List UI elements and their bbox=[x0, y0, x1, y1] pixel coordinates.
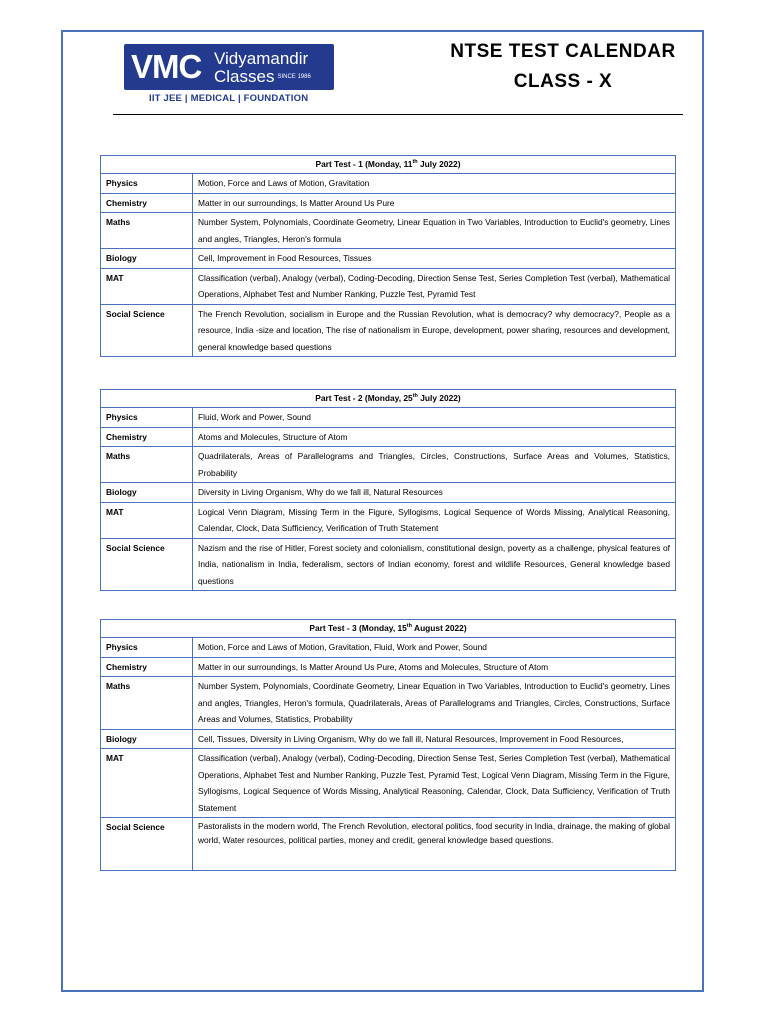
table-row bbox=[101, 483, 676, 503]
part-test-2-table bbox=[100, 389, 676, 591]
title-prefix: Part Test - 3 (Monday, 15 bbox=[309, 623, 407, 633]
page-subtitle: CLASS - X bbox=[513, 71, 613, 92]
topics-cell: Motion, Force and Laws of Motion, Gravitation, Fluid, Work and Power, Sound bbox=[193, 638, 676, 658]
topics-cell: Number System, Polynomials, Coordinate Geometry, Linear Equation in Two Variables, Introduction to Euclid's geometry, Lines and angles, Triangles, Heron's formula, Quadrilaterals, Areas of Parallelograms and Triangles, Circles, Constructions, Surface Areas and Volumes, Statistics, Probability bbox=[193, 677, 676, 730]
topics-cell: The French Revolution, socialism in Europe and the Russian Revolution, what is democracy? why democracy?, People as a resource, India -size and location, The rise of nationalism in Europe, development, power sharing, resources and development, general knowledge based questions bbox=[193, 304, 676, 357]
part-test-3-table bbox=[100, 619, 676, 871]
logo-since: SINCE 1986 bbox=[277, 74, 311, 81]
subject-cell: Maths bbox=[101, 677, 193, 730]
title-suffix: August 2022) bbox=[412, 623, 467, 633]
page-title: NTSE TEST CALENDAR bbox=[450, 41, 676, 62]
table-row bbox=[101, 193, 676, 213]
table-row bbox=[101, 174, 676, 194]
title-prefix: Part Test - 1 (Monday, 11 bbox=[315, 159, 413, 169]
table-row bbox=[101, 427, 676, 447]
title-prefix: Part Test - 2 (Monday, 25 bbox=[315, 393, 413, 403]
title-suffix: July 2022) bbox=[417, 159, 461, 169]
table-row bbox=[101, 304, 676, 357]
logo-badge bbox=[124, 44, 334, 90]
topics-cell: Logical Venn Diagram, Missing Term in the Figure, Syllogisms, Logical Sequence of Words Missing, Analytical Reasoning, Calendar, Clock, Data Sufficiency, Verification of Truth Statement bbox=[193, 502, 676, 538]
topics-cell: Matter in our surroundings, Is Matter Around Us Pure bbox=[193, 193, 676, 213]
topics-cell: Atoms and Molecules, Structure of Atom bbox=[193, 427, 676, 447]
subject-cell: Social Science bbox=[101, 304, 193, 357]
logo-name-line2-text: Classes bbox=[214, 67, 275, 86]
title-ordinal: th bbox=[412, 393, 418, 400]
table-row bbox=[101, 657, 676, 677]
table-row bbox=[101, 447, 676, 483]
subject-cell: Physics bbox=[101, 638, 193, 658]
topics-cell: Nazism and the rise of Hitler, Forest society and colonialism, constitutional design, poverty as a challenge, physical features of India, nationalism in India, federalism, sectors of Indian economy, forest and wildlife Resources, General knowledge based questions bbox=[193, 538, 676, 591]
subject-cell: Chemistry bbox=[101, 657, 193, 677]
table-row bbox=[101, 749, 676, 818]
table-row bbox=[101, 677, 676, 730]
subject-cell: Social Science bbox=[101, 538, 193, 591]
logo-tagline: IIT JEE | MEDICAL | FOUNDATION bbox=[149, 93, 309, 104]
subject-cell: Biology bbox=[101, 249, 193, 269]
table-row bbox=[101, 249, 676, 269]
subject-cell: Maths bbox=[101, 447, 193, 483]
vmc-logo bbox=[120, 36, 339, 110]
topics-cell: Number System, Polynomials, Coordinate Geometry, Linear Equation in Two Variables, Introduction to Euclid's geometry, Lines and angles, Triangles, Heron's formula bbox=[193, 213, 676, 249]
topics-cell: Classification (verbal), Analogy (verbal), Coding-Decoding, Direction Sense Test, Series Completion Test (verbal), Mathematical Operations, Alphabet Test and Number Ranking, Puzzle Test, Pyramid Test bbox=[193, 268, 676, 304]
table-row bbox=[101, 268, 676, 304]
subject-cell: MAT bbox=[101, 502, 193, 538]
part-test-title bbox=[101, 390, 676, 408]
topics-cell: Fluid, Work and Power, Sound bbox=[193, 408, 676, 428]
title-ordinal: th bbox=[406, 623, 412, 630]
topics-cell: Diversity in Living Organism, Why do we fall ill, Natural Resources bbox=[193, 483, 676, 503]
subject-cell: MAT bbox=[101, 268, 193, 304]
table-row bbox=[101, 213, 676, 249]
topics-cell: Classification (verbal), Analogy (verbal), Coding-Decoding, Direction Sense Test, Series Completion Test (verbal), Mathematical Operations, Alphabet Test and Number Ranking, Puzzle Test, Pyramid Test, Logical Venn Diagram, Missing Term in the Figure, Syllogisms, Logical Sequence of Words Missing, Analytical Reasoning, Calendar, Clock, Data Sufficiency, Verification of Truth Statement bbox=[193, 749, 676, 818]
subject-cell: Physics bbox=[101, 408, 193, 428]
subject-cell: MAT bbox=[101, 749, 193, 818]
topics-cell: Motion, Force and Laws of Motion, Gravitation bbox=[193, 174, 676, 194]
header-rule bbox=[113, 114, 683, 115]
table-row bbox=[101, 502, 676, 538]
subject-cell: Maths bbox=[101, 213, 193, 249]
table-row bbox=[101, 408, 676, 428]
subject-cell: Biology bbox=[101, 729, 193, 749]
part-test-title bbox=[101, 620, 676, 638]
logo-name-line1: Vidyamandir bbox=[214, 49, 309, 68]
table-row bbox=[101, 729, 676, 749]
subject-cell: Social Science bbox=[101, 818, 193, 871]
topics-cell: Matter in our surroundings, Is Matter Around Us Pure, Atoms and Molecules, Structure of Atom bbox=[193, 657, 676, 677]
table-row bbox=[101, 538, 676, 591]
topics-cell: Cell, Improvement in Food Resources, Tissues bbox=[193, 249, 676, 269]
logo-brand: VMC bbox=[131, 48, 202, 85]
part-test-1-table bbox=[100, 155, 676, 357]
logo-name-line2 bbox=[214, 67, 311, 87]
subject-cell: Physics bbox=[101, 174, 193, 194]
part-test-title bbox=[101, 156, 676, 174]
topics-cell: Quadrilaterals, Areas of Parallelograms and Triangles, Circles, Constructions, Surface Areas and Volumes, Statistics, Probability bbox=[193, 447, 676, 483]
title-ordinal: th bbox=[412, 159, 418, 166]
table-row bbox=[101, 818, 676, 871]
topics-cell: Pastoralists in the modern world, The French Revolution, electoral politics, food security in India, drainage, the making of global world, Water resources, political parties, money and credit, general knowledge based questions. bbox=[193, 818, 676, 871]
subject-cell: Chemistry bbox=[101, 193, 193, 213]
subject-cell: Chemistry bbox=[101, 427, 193, 447]
title-suffix: July 2022) bbox=[417, 393, 461, 403]
subject-cell: Biology bbox=[101, 483, 193, 503]
topics-cell: Cell, Tissues, Diversity in Living Organism, Why do we fall ill, Natural Resources, Improvement in Food Resources, bbox=[193, 729, 676, 749]
table-row bbox=[101, 638, 676, 658]
